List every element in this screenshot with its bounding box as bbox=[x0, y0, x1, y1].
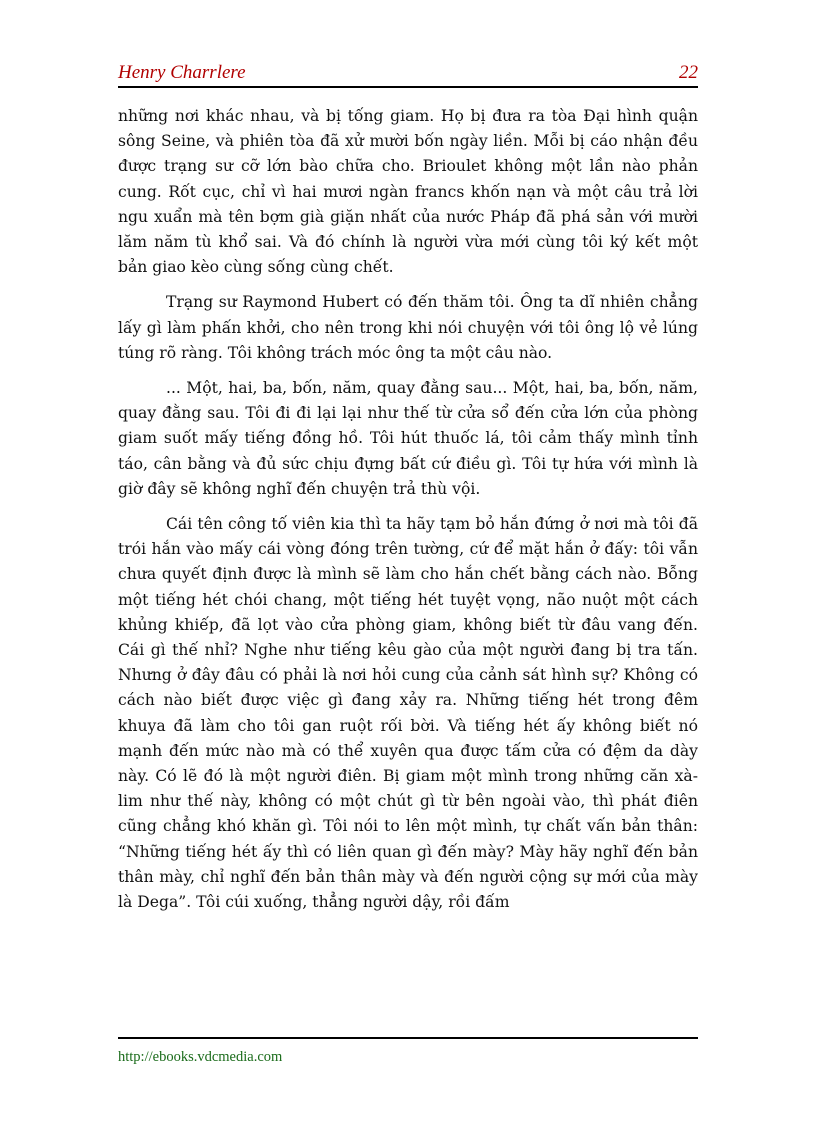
paragraph: ... Một, hai, ba, bốn, năm, quay đằng sau... Một, hai, ba, bốn, năm, quay đằng sau. Tôi đi đi lại lại như thế từ cửa sổ đến cửa lớn của phòng giam suốt mấy tiếng đồng hồ. Tôi hút thuốc lá, tôi cảm thấy mình tỉnh táo, cân bằng và đủ sức chịu đựng bất cứ điều gì. Tôi tự hứa với mình là giờ đây sẽ không nghĩ đến chuyện trả thù vội. bbox=[118, 379, 698, 498]
footer bbox=[118, 1037, 698, 1066]
page bbox=[118, 60, 698, 925]
footer-link[interactable]: http://ebooks.vdcmedia.com bbox=[118, 1049, 283, 1065]
header-author: Henry Charrlere bbox=[118, 62, 246, 83]
page-number: 22 bbox=[679, 62, 698, 83]
paragraph: Trạng sư Raymond Hubert có đến thăm tôi. Ông ta dĩ nhiên chẳng lấy gì làm phấn khởi, cho nên trong khi nói chuyện với tôi ông lộ vẻ lúng túng rõ ràng. Tôi không trách móc ông ta một câu nào. bbox=[118, 293, 698, 362]
body-text bbox=[118, 104, 698, 915]
running-header bbox=[118, 60, 698, 88]
paragraph: những nơi khác nhau, và bị tống giam. Họ bị đưa ra tòa Đại hình quận sông Seine, và phiên tòa đã xử mười bốn ngày liền. Mỗi bị cáo nhận đều được trạng sư cỡ lớn bào chữa cho. Brioulet không một lần nào phản cung. Rốt cục, chỉ vì hai mươi ngàn francs khốn nạn và một câu trả lời ngu xuẩn mà tên bợm già giặn nhất của nước Pháp đã phá sản với mười lăm năm tù khổ sai. Và đó chính là người vừa mới cùng tôi ký kết một bản giao kèo cùng sống cùng chết. bbox=[118, 107, 698, 277]
paragraph: Cái tên công tố viên kia thì ta hãy tạm bỏ hắn đứng ở nơi mà tôi đã trói hắn vào mấy cái vòng đóng trên tường, cứ để mặt hắn ở đấy: tôi vẫn chưa quyết định được là mình sẽ làm cho hắn chết bằng cách nào. Bỗng một tiếng hét chói chang, một tiếng hét tuyệt vọng, não nuột một cách khủng khiếp, đã lọt vào cửa phòng giam, không biết từ đâu vang đến. Cái gì thế nhỉ? Nghe như tiếng kêu gào của một người đang bị tra tấn. Nhưng ở đây đâu có phải là nơi hỏi cung của cảnh sát hình sự? Không có cách nào biết được việc gì đang xảy ra. Những tiếng hét trong đêm khuya đã làm cho tôi gan ruột rối bời. Và tiếng hét ấy không biết nó mạnh đến mức nào mà có thể xuyên qua được tấm cửa có đệm da dày này. Có lẽ đó là một người điên. Bị giam một mình trong những căn xà-lim như thế này, không có một chút gì từ bên ngoài vào, thì phát điên cũng chẳng khó khăn gì. Tôi nói to lên một mình, tự chất vấn bản thân: “Những tiếng hét ấy thì có liên quan gì đến mày? Mày hãy nghĩ đến bản thân mày, chỉ nghĩ đến bản thân mày và đến người cộng sự mới của mày là Dega”. Tôi cúi xuống, thẳng người dậy, rồi đấm bbox=[118, 515, 698, 912]
